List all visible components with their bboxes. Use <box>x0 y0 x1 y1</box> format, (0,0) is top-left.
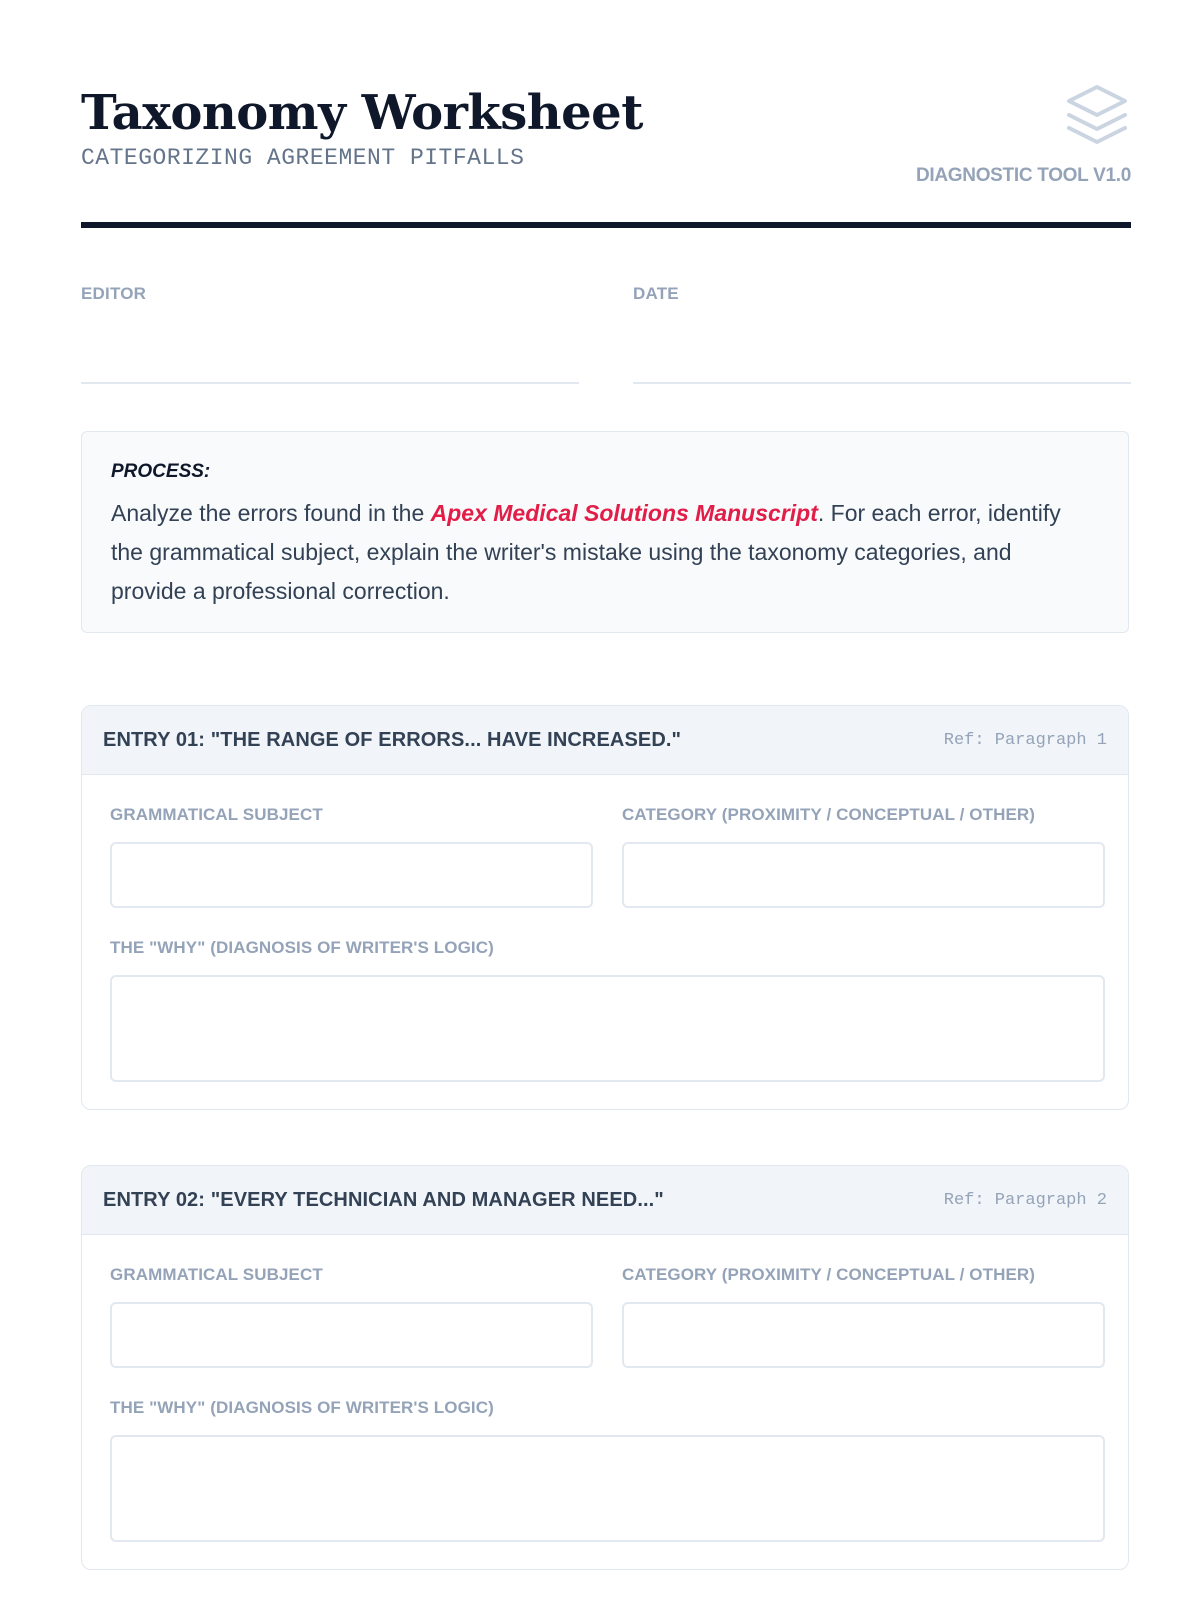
editor-field <box>81 283 579 384</box>
entry-header <box>82 1166 1128 1235</box>
entry-card <box>81 705 1129 1110</box>
subject-label: GRAMMATICAL SUBJECT <box>110 1265 323 1284</box>
entry-title: ENTRY 02: "EVERY TECHNICIAN AND MANAGER NEED..." <box>103 1189 664 1211</box>
page-subtitle: CATEGORIZING AGREEMENT PITFALLS <box>81 145 525 171</box>
entry-reference: Ref: Paragraph 2 <box>943 1191 1107 1210</box>
why-label: THE "WHY" (DIAGNOSIS OF WRITER'S LOGIC) <box>110 938 494 957</box>
manuscript-name: Apex Medical Solutions Manuscript <box>430 500 818 526</box>
why-label: THE "WHY" (DIAGNOSIS OF WRITER'S LOGIC) <box>110 1398 494 1417</box>
worksheet-header <box>81 80 1131 230</box>
entry-card <box>81 1165 1129 1570</box>
subject-input[interactable] <box>110 842 593 908</box>
date-field <box>633 283 1131 384</box>
category-input[interactable] <box>622 1302 1105 1368</box>
stacked-layers-icon <box>1063 81 1131 149</box>
header-divider <box>81 222 1131 228</box>
subject-input[interactable] <box>110 1302 593 1368</box>
why-textarea[interactable] <box>110 1435 1105 1542</box>
process-text-intro: Analyze the errors found in the <box>111 500 431 526</box>
date-label: DATE <box>633 284 679 303</box>
page-title: Taxonomy Worksheet <box>81 85 643 141</box>
category-label: CATEGORY (PROXIMITY / CONCEPTUAL / OTHER) <box>622 805 1036 824</box>
editor-label: EDITOR <box>81 284 147 303</box>
process-label: PROCESS: <box>111 461 211 482</box>
entry-reference: Ref: Paragraph 1 <box>943 731 1107 750</box>
category-input[interactable] <box>622 842 1105 908</box>
entry-title: ENTRY 01: "THE RANGE OF ERRORS... HAVE INCREASED." <box>103 729 682 751</box>
process-instructions <box>81 431 1129 633</box>
why-textarea[interactable] <box>110 975 1105 1082</box>
process-text <box>111 494 1081 611</box>
category-label: CATEGORY (PROXIMITY / CONCEPTUAL / OTHER) <box>622 1265 1036 1284</box>
entry-header <box>82 706 1128 775</box>
editor-input[interactable] <box>81 345 579 384</box>
process-text-rest: . For each error, identify the grammatical subject, explain the writer's mistake using the taxonomy categories, and provide a professional correction. <box>111 500 1061 604</box>
subject-label: GRAMMATICAL SUBJECT <box>110 805 323 824</box>
date-input[interactable] <box>633 345 1131 384</box>
tool-version-label: DIAGNOSTIC TOOL V1.0 <box>915 165 1131 186</box>
